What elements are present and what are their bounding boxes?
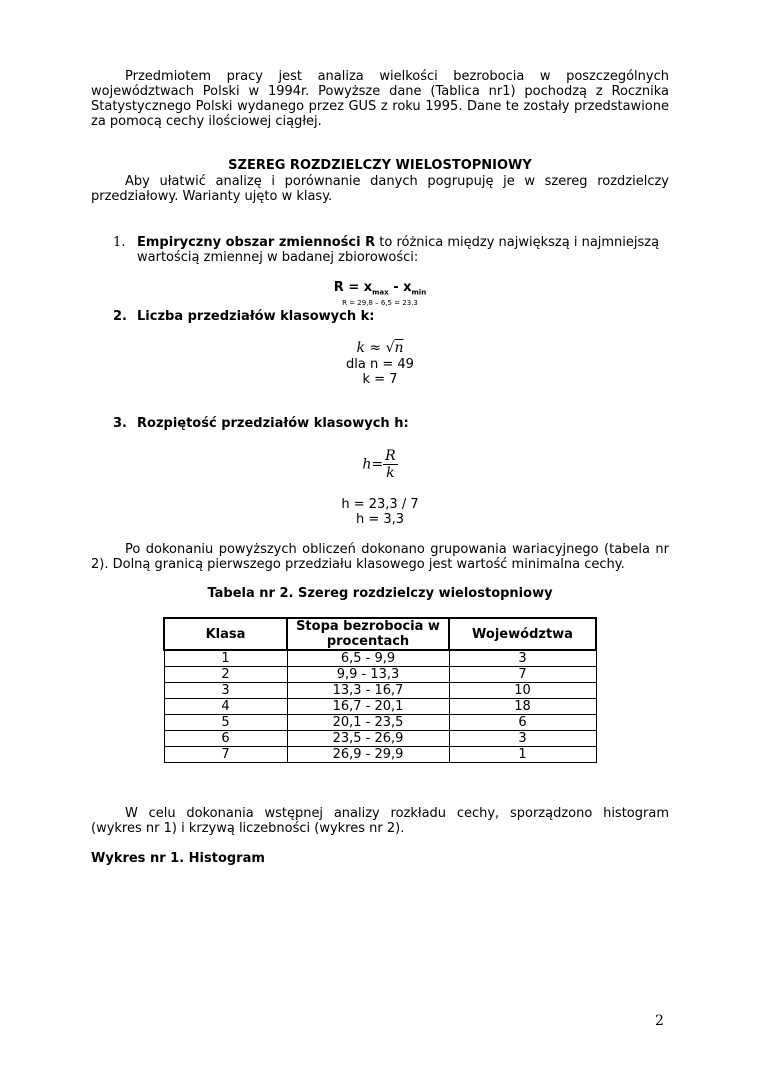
range-definition: to różnica między największą i najmniejszą wartością zmiennej w badanej zbiorowości: [137, 235, 660, 265]
class-count-n: dla n = 49 [346, 357, 414, 372]
class-count-k: k = 7 [362, 372, 398, 387]
cell-rate: 13,3 - 16,7 [287, 683, 449, 699]
cell-count: 10 [449, 683, 596, 699]
cell-rate: 9,9 - 13,3 [287, 667, 449, 683]
class-width-result: h = 3,3 [355, 512, 405, 527]
cell-rate: 20,1 - 23,5 [287, 715, 449, 731]
cell-class: 2 [164, 667, 287, 683]
table-row [164, 650, 596, 667]
page-number: 2 [655, 1013, 664, 1029]
cell-class: 4 [164, 699, 287, 715]
list-number: 3. [113, 416, 127, 431]
table-row [164, 667, 596, 683]
list-number: 2. [113, 309, 127, 324]
table-row [164, 699, 596, 715]
cell-rate: 6,5 - 9,9 [287, 650, 449, 667]
cell-rate: 16,7 - 20,1 [287, 699, 449, 715]
table-row [164, 683, 596, 699]
column-header-class: Klasa [164, 618, 287, 650]
cell-class: 3 [164, 683, 287, 699]
cell-count: 3 [449, 650, 596, 667]
table-row [164, 731, 596, 747]
closing-paragraph: W celu dokonania wstępnej analizy rozkładu cechy, sporządzono histogram (wykres nr 1) i krzywą liczebności (wykres nr 2). [91, 806, 669, 836]
class-count-title: Liczba przedziałów klasowych k: [137, 309, 375, 324]
section-intro-paragraph: Aby ułatwić analizę i porównanie danych pogrupuję je w szereg rozdzielczy przedziałowy. Warianty ujęto w klasy. [91, 174, 669, 204]
table-row [164, 715, 596, 731]
table-row [164, 747, 596, 763]
cell-count: 3 [449, 731, 596, 747]
chart-heading: Wykres nr 1. Histogram [91, 851, 265, 866]
cell-class: 5 [164, 715, 287, 731]
grouping-paragraph: Po dokonaniu powyższych obliczeń dokonano grupowania wariacyjnego (tabela nr 2). Dolną granicą pierwszego przedziału klasowego jest wartość minimalna cechy. [91, 542, 669, 572]
section-title: SZEREG ROZDZIELCZY WIELOSTOPNIOWY [228, 158, 532, 173]
list-item-class-count [113, 309, 669, 324]
cell-count: 6 [449, 715, 596, 731]
list-item-class-width [113, 416, 669, 431]
cell-class: 6 [164, 731, 287, 747]
intro-paragraph: Przedmiotem pracy jest analiza wielkości bezrobocia w poszczególnych województwach Polski w 1994r. Powyższe dane (Tablica nr1) pochodzą z Rocznika Statystycznego Polski wydanego przez GUS z roku 1995. Dane te zostały przedstawione za pomocą cechy ilościowej ciągłej. [91, 69, 669, 129]
cell-count: 1 [449, 747, 596, 763]
column-header-voivodeships: Województwa [449, 618, 596, 650]
column-header-rate: Stopa bezrobocia w procentach [287, 618, 449, 650]
class-width-calculation: h = 23,3 / 7 [341, 497, 419, 512]
cell-rate: 23,5 - 26,9 [287, 731, 449, 747]
cell-count: 18 [449, 699, 596, 715]
class-width-formula: h= $\frac{R}{k}$ [362, 448, 396, 481]
list-number: 1. [113, 235, 126, 250]
class-count-formula: k ≈ √n [356, 340, 404, 356]
range-formula: $R = x_{max} - x_{min}$ [333, 280, 427, 297]
cell-class: 7 [164, 747, 287, 763]
cell-rate: 26,9 - 29,9 [287, 747, 449, 763]
range-calculation: R = 29,8 – 6,5 = 23.3 [342, 299, 418, 307]
class-width-title: Rozpiętość przedziałów klasowych h: [137, 416, 409, 431]
cell-class: 1 [164, 650, 287, 667]
table-header-row [164, 618, 596, 650]
list-item-range [113, 235, 669, 265]
range-term: Empiryczny obszar zmienności R [137, 235, 376, 250]
table-caption: Tabela nr 2. Szereg rozdzielczy wielostopniowy [207, 586, 553, 601]
cell-count: 7 [449, 667, 596, 683]
frequency-table [163, 617, 597, 763]
